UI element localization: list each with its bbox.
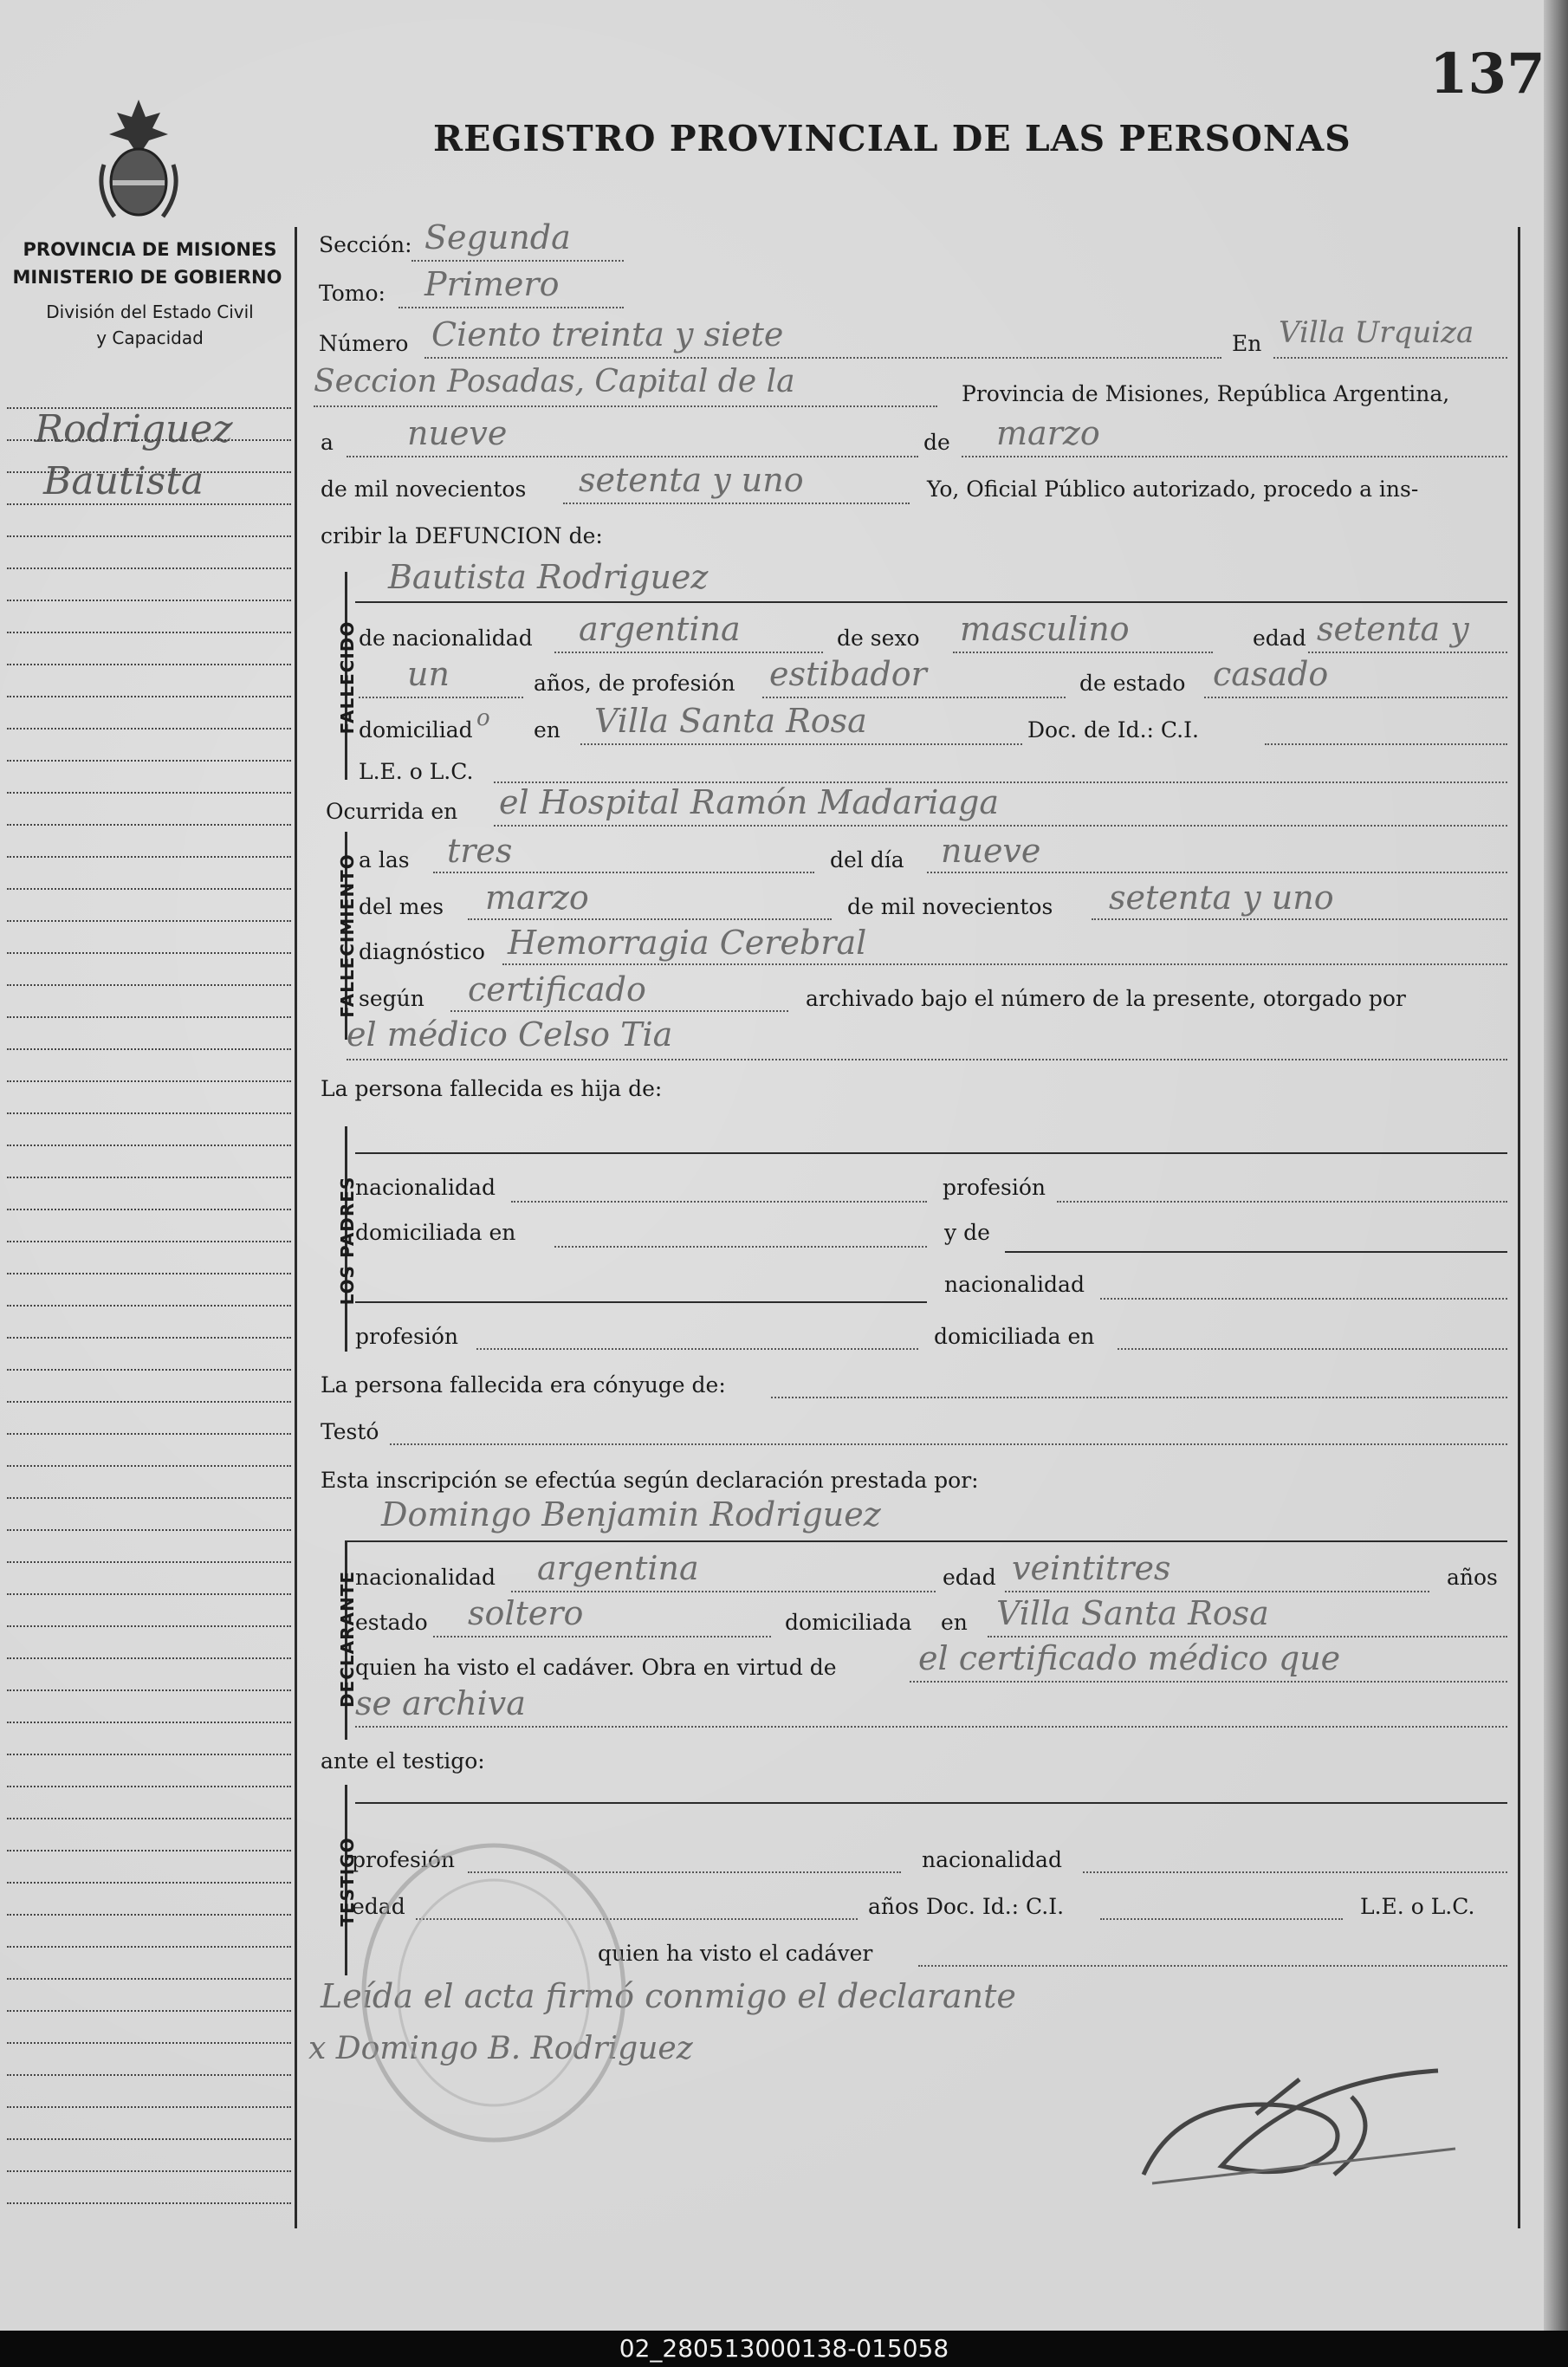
margin-line <box>7 1529 291 1531</box>
anio2-value: setenta y uno <box>1109 879 1334 917</box>
testigo-edad-label: edad <box>352 1894 405 1919</box>
testo-label: Testó <box>321 1419 379 1444</box>
decl-estado-label: estado <box>355 1610 428 1635</box>
margin-line <box>7 1914 291 1916</box>
page-number: 137 <box>1429 42 1545 107</box>
margin-line <box>7 1016 291 1018</box>
decl-edad-value: veintitres <box>1012 1549 1171 1587</box>
margin-line <box>7 1401 291 1403</box>
doc-label: Doc. de Id.: C.I. <box>1027 717 1199 743</box>
sidebar-rule <box>295 227 297 2228</box>
margin-line <box>7 632 291 633</box>
margin-line <box>7 1978 291 1980</box>
margin-line <box>7 2074 291 2076</box>
decl-anos-label: años <box>1447 1565 1498 1590</box>
de-label: de <box>923 430 950 455</box>
profesion-value: estibador <box>769 655 927 693</box>
sidebar-division: División del Estado Civil <box>46 302 254 322</box>
edad-value-2: un <box>407 655 450 693</box>
segun-label: según <box>359 986 424 1011</box>
en-label-2: en <box>534 717 560 743</box>
declarante-signature: x Domingo B. Rodriguez <box>308 2031 693 2066</box>
leida-text: Leída el acta firmó conmigo el declarante <box>321 1977 1016 2015</box>
numero-label: Número <box>319 331 409 356</box>
margin-line <box>7 888 291 890</box>
margin-line <box>7 1561 291 1563</box>
seccion-value: Segunda <box>424 218 571 256</box>
testigo-le-label: L.E. o L.C. <box>1360 1894 1475 1919</box>
seccion-label: Sección: <box>319 232 412 257</box>
margin-line <box>7 1786 291 1787</box>
de-mil-label: de mil novecientos <box>321 477 527 502</box>
dia-value: nueve <box>407 414 508 452</box>
margin-line <box>7 1369 291 1371</box>
declarante-label: DECLARANTE <box>337 1570 358 1709</box>
segun-value: certificado <box>468 970 646 1008</box>
margin-line <box>7 2202 291 2204</box>
margin-line <box>7 1722 291 1723</box>
margin-line <box>7 1882 291 1884</box>
margin-line <box>7 600 291 601</box>
decl-edad-label: edad <box>943 1565 996 1590</box>
domicilio-value: Villa Santa Rosa <box>594 702 867 740</box>
testigo-quien-label: quien ha visto el cadáver <box>598 1941 873 1966</box>
cribir-text: cribir la DEFUNCION de: <box>321 523 603 548</box>
margin-line <box>7 728 291 730</box>
conyuge-label: La persona fallecida era cónyuge de: <box>321 1372 726 1398</box>
ante-label: ante el testigo: <box>321 1748 485 1774</box>
margin-line <box>7 1497 291 1499</box>
padre-profesion-label: profesión <box>943 1175 1046 1200</box>
margin-line <box>7 471 291 473</box>
profesion-label: años, de profesión <box>534 671 735 696</box>
page-title: REGISTRO PROVINCIAL DE LAS PERSONAS <box>433 118 1351 159</box>
margin-line <box>7 1337 291 1339</box>
margin-name: Bautista <box>43 459 204 503</box>
margin-line <box>7 856 291 858</box>
margin-line <box>7 2170 291 2172</box>
margin-line <box>7 1689 291 1691</box>
margin-line <box>7 1754 291 1755</box>
provincia-text: Provincia de Misiones, República Argentina, <box>962 381 1450 406</box>
margin-line <box>7 1625 291 1627</box>
margin-line <box>7 2010 291 2012</box>
margin-line <box>7 1273 291 1274</box>
decl-domiciliada-label: domiciliada <box>785 1610 912 1635</box>
margin-line <box>7 1241 291 1242</box>
le-label: L.E. o L.C. <box>359 759 474 784</box>
ocurrida-label: Ocurrida en <box>326 799 458 824</box>
edad-value: setenta y <box>1317 610 1469 648</box>
sexo-label: de sexo <box>837 626 920 651</box>
estado-label: de estado <box>1079 671 1186 696</box>
coat-of-arms-icon <box>95 95 182 225</box>
domiciliado-label: domiciliad <box>359 717 473 743</box>
decl-nacionalidad-value: argentina <box>537 1549 699 1587</box>
otorgado-value: el médico Celso Tia <box>347 1015 673 1054</box>
anio-value: setenta y uno <box>579 461 804 499</box>
de-mil-label-2: de mil novecientos <box>847 894 1053 919</box>
decl-domicilio-value: Villa Santa Rosa <box>996 1594 1269 1632</box>
margin-line <box>7 1209 291 1210</box>
a-label: a <box>321 430 334 455</box>
lugar-value: el Hospital Ramón Madariaga <box>499 783 999 821</box>
image-filename: 02_280513000138-015058 <box>0 2331 1568 2367</box>
testigo-label: TESTIGO <box>337 1837 358 1927</box>
margin-line <box>7 2042 291 2044</box>
padre-domiciliada-label: domiciliada en <box>355 1220 516 1245</box>
margin-line <box>7 1657 291 1659</box>
margin-line <box>7 1305 291 1307</box>
margin-line <box>7 535 291 537</box>
nacionalidad-value: argentina <box>579 610 741 648</box>
madre-profesion-label: profesión <box>355 1324 459 1349</box>
domicilio-suffix: o <box>476 705 490 731</box>
margin-line <box>7 1112 291 1114</box>
nacionalidad-label: de nacionalidad <box>359 626 533 651</box>
margin-line <box>7 2138 291 2140</box>
decl-estado-value: soltero <box>468 1594 584 1632</box>
sidebar-capacidad: y Capacidad <box>96 327 204 348</box>
margin-line <box>7 439 291 441</box>
en-value: Villa Urquiza <box>1279 315 1474 350</box>
decl-en-label: en <box>941 1610 968 1635</box>
nombre-value: Bautista Rodriguez <box>388 558 709 596</box>
margin-surname: Rodriguez <box>35 407 233 451</box>
archivado-text: archivado bajo el número de la presente, otorgado por <box>806 986 1406 1011</box>
sidebar-province: PROVINCIA DE MISIONES <box>23 239 277 260</box>
margin-line <box>7 1946 291 1948</box>
official-seal-stamp <box>347 1828 641 2157</box>
padre-nacionalidad-label: nacionalidad <box>355 1175 496 1200</box>
right-rule <box>1518 227 1520 2228</box>
a-las-label: a las <box>359 847 410 872</box>
fallecido-label: FALLECIDO <box>337 620 358 735</box>
decl-nacionalidad-label: nacionalidad <box>355 1565 496 1590</box>
margin-line <box>7 824 291 826</box>
hora-value: tres <box>447 832 513 870</box>
sidebar-ministry: MINISTERIO DE GOBIERNO <box>12 267 282 288</box>
margin-line <box>7 1593 291 1595</box>
tomo-label: Tomo: <box>319 281 386 306</box>
testigo-anos-label: años Doc. Id.: C.I. <box>868 1894 1065 1919</box>
mes2-value: marzo <box>485 879 589 917</box>
testigo-nacionalidad-label: nacionalidad <box>922 1847 1062 1872</box>
official-signature <box>1126 2045 1490 2201</box>
margin-line <box>7 920 291 922</box>
margin-line <box>7 567 291 569</box>
margin-line <box>7 760 291 762</box>
margin-line <box>7 1465 291 1467</box>
margin-line <box>7 1818 291 1819</box>
obra-value: el certificado médico que <box>918 1639 1341 1677</box>
quien-label: quien ha visto el cadáver. Obra en virtud de <box>355 1655 837 1680</box>
margin-line <box>7 2106 291 2108</box>
margin-line <box>7 503 291 505</box>
testigo-profesion-label: profesión <box>352 1847 456 1872</box>
edad-label: edad <box>1253 626 1306 651</box>
margin-line <box>7 1850 291 1851</box>
yo-text: Yo, Oficial Público autorizado, procedo a ins- <box>927 477 1419 502</box>
fallecimiento-label: FALLECIMIENTO <box>337 853 358 1018</box>
del-mes-label: del mes <box>359 894 444 919</box>
sexo-value: masculino <box>960 610 1130 648</box>
en-label: En <box>1232 331 1262 356</box>
margin-line <box>7 1433 291 1435</box>
tomo-value: Primero <box>424 265 560 303</box>
dia2-value: nueve <box>941 832 1041 870</box>
margin-line <box>7 664 291 665</box>
margin-line <box>7 952 291 954</box>
margin-line <box>7 1080 291 1082</box>
madre-nacionalidad-label: nacionalidad <box>944 1272 1085 1297</box>
mes-value: marzo <box>996 414 1100 452</box>
diagnostico-label: diagnóstico <box>359 939 485 964</box>
padres-label: LOS PADRES <box>337 1176 358 1306</box>
margin-line <box>7 696 291 697</box>
diagnostico-value: Hemorragia Cerebral <box>508 924 867 962</box>
madre-domiciliada-label: domiciliada en <box>934 1324 1095 1349</box>
numero-value: Ciento treinta y siete <box>431 315 784 353</box>
margin-line <box>7 1177 291 1178</box>
obra-value-2: se archiva <box>355 1684 526 1722</box>
margin-line <box>7 1145 291 1146</box>
y-de-label: y de <box>944 1220 990 1245</box>
page-edge <box>1544 0 1568 2331</box>
margin-line <box>7 984 291 986</box>
declarante-name: Domingo Benjamin Rodriguez <box>381 1495 881 1534</box>
margin-line <box>7 792 291 794</box>
en-continuation: Seccion Posadas, Capital de la <box>314 364 795 399</box>
declaracion-label: Esta inscripción se efectúa según declaración prestada por: <box>321 1468 979 1493</box>
margin-line <box>7 407 291 409</box>
margin-line <box>7 1048 291 1050</box>
estado-value: casado <box>1213 655 1329 693</box>
del-dia-label: del día <box>830 847 904 872</box>
hija-label: La persona fallecida es hija de: <box>321 1076 663 1101</box>
